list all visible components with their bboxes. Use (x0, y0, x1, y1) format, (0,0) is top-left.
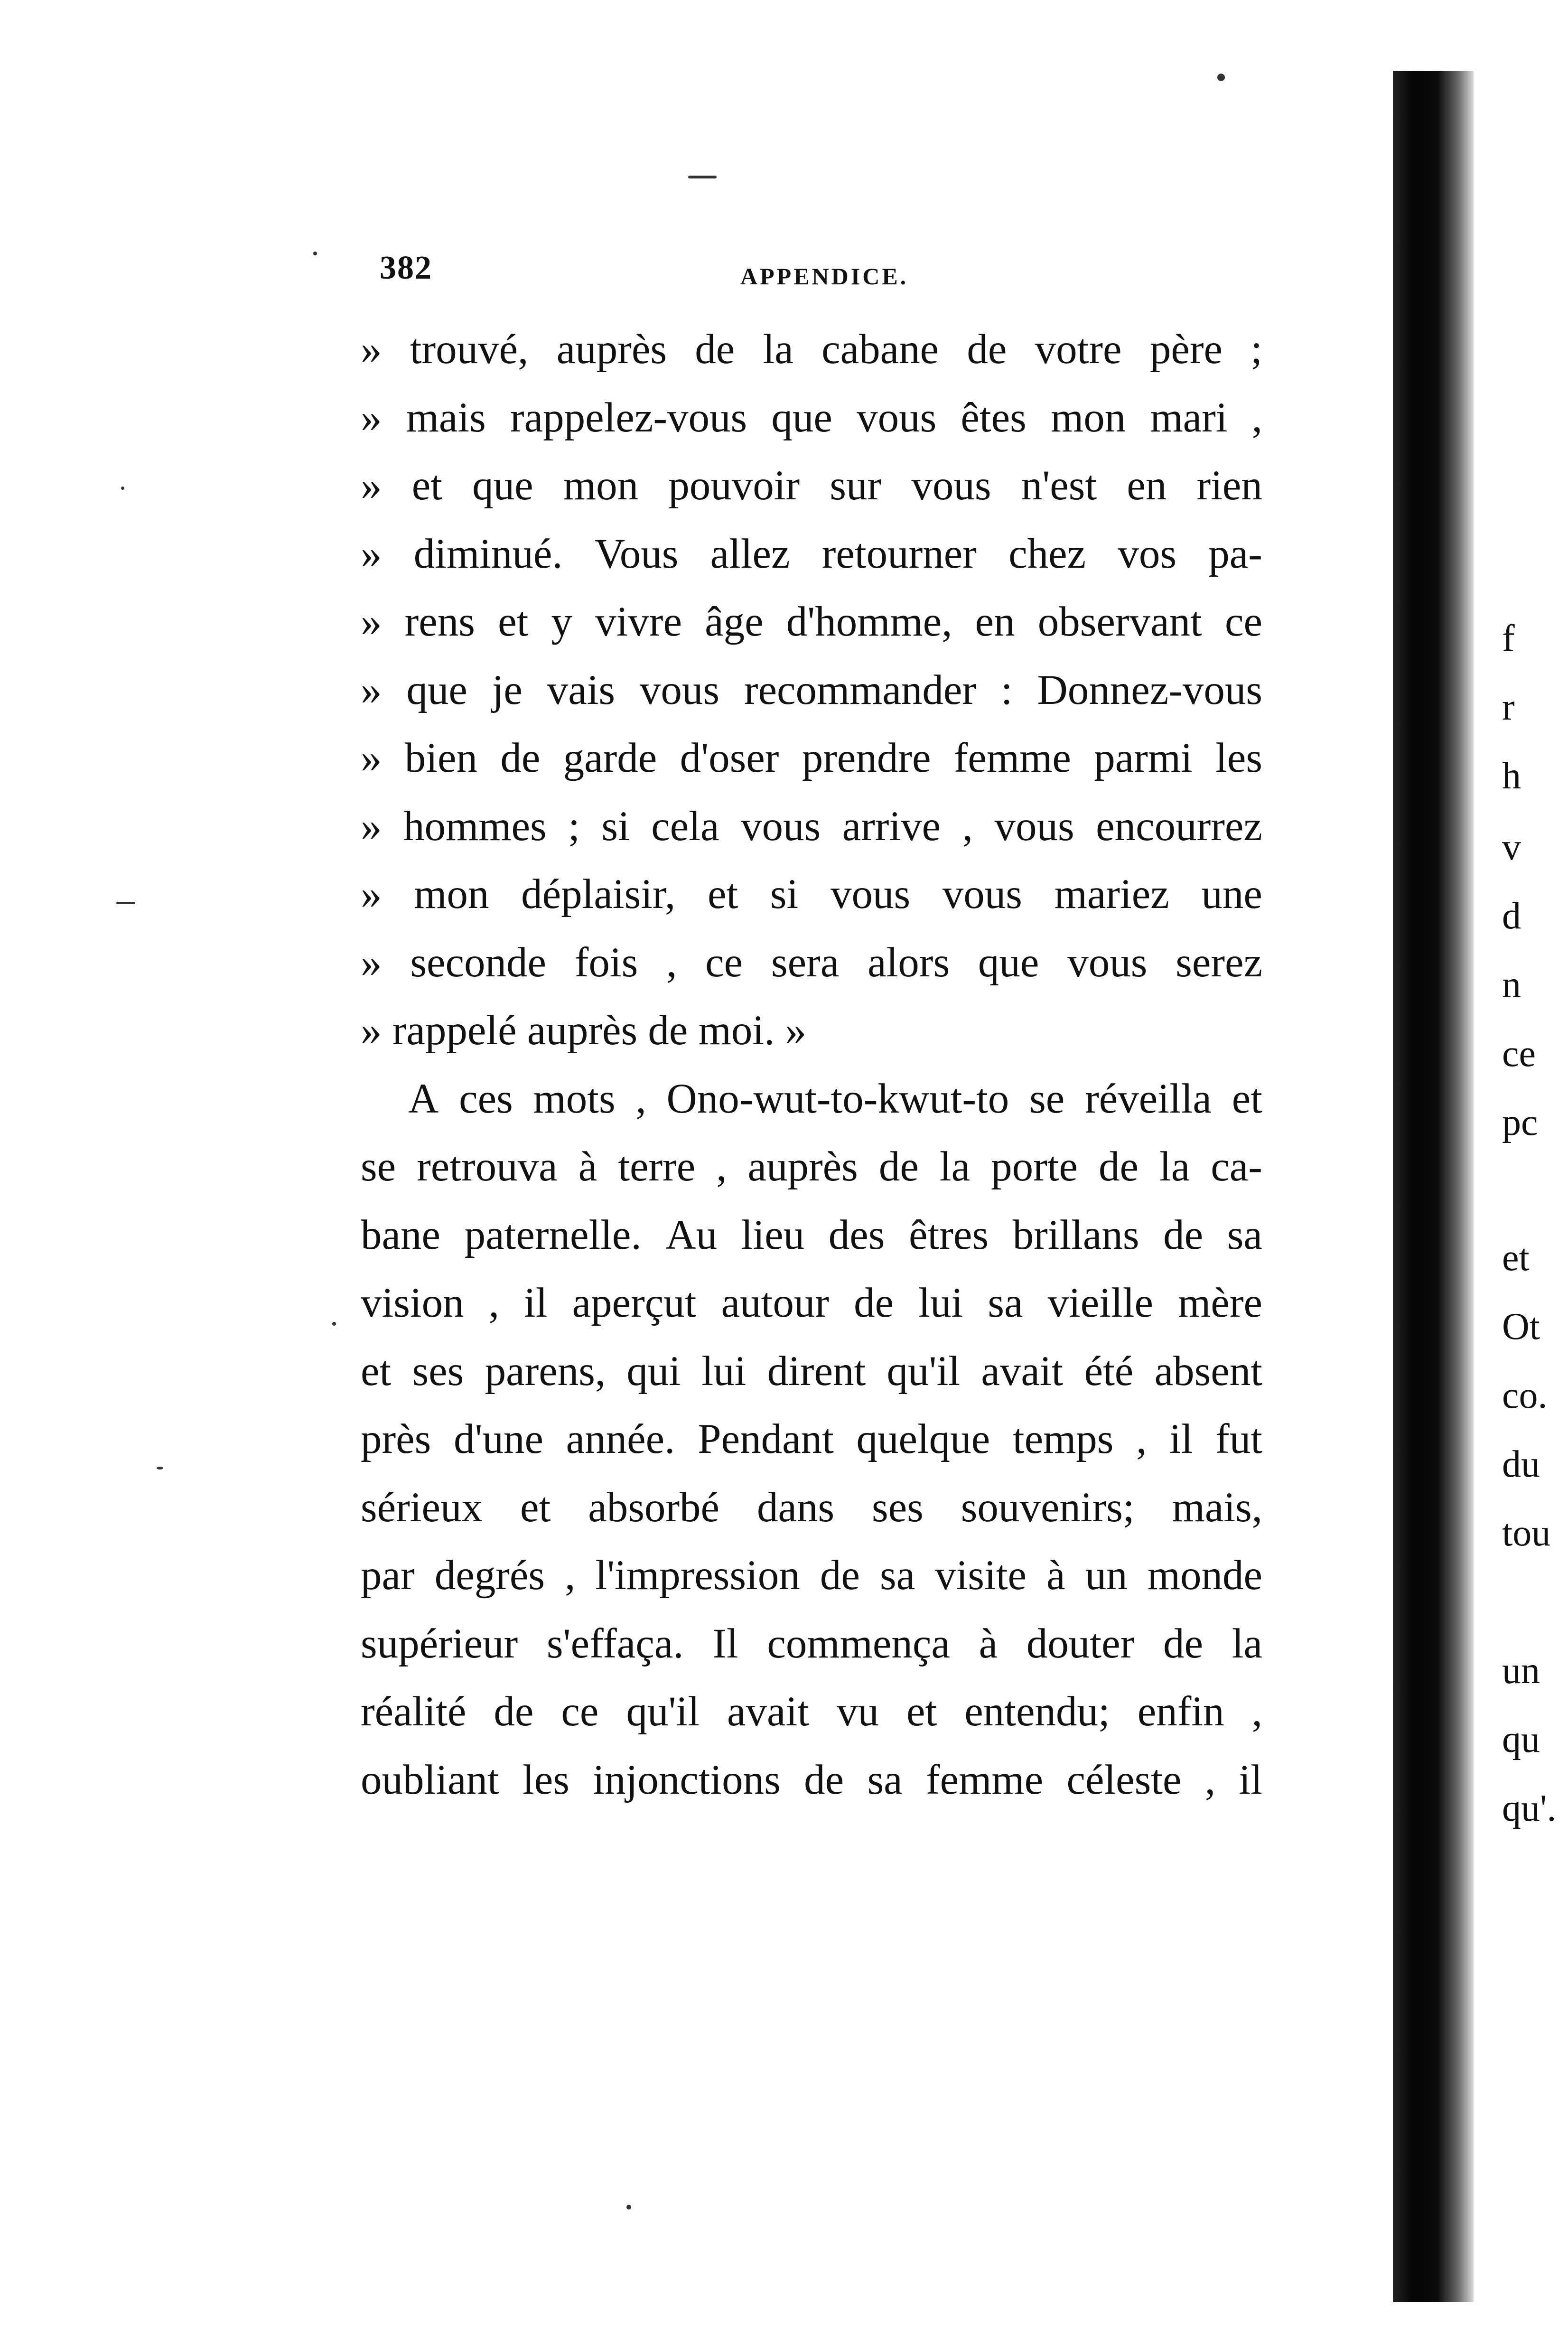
text-line: » et que mon pouvoir sur vous n'est en rien (361, 462, 1262, 509)
text-line: » que je vais vous recommander : Donnez-vous (361, 666, 1262, 713)
section-title: APPENDICE. (740, 263, 909, 290)
opposite-fragment: un (1502, 1650, 1540, 1692)
opposite-fragment: Ot (1502, 1306, 1540, 1348)
opposite-fragment: v (1502, 826, 1521, 868)
text-line: » mais rappelez-vous que vous êtes mon mari , (361, 394, 1262, 441)
opposite-fragment: tou (1502, 1512, 1551, 1554)
text-line: vision , il aperçut autour de lui sa vieille mère (361, 1280, 1262, 1326)
text-line: et ses parens, qui lui dirent qu'il avait été absent (361, 1348, 1262, 1395)
gutter-shadow (1393, 71, 1474, 2302)
scan-speck (688, 176, 717, 178)
page-number: 382 (380, 250, 432, 286)
text-line: » trouvé, auprès de la cabane de votre père ; (361, 326, 1262, 373)
scan-speck (157, 1467, 163, 1470)
text-line: se retrouva à terre , auprès de la porte de la ca- (361, 1143, 1262, 1190)
opposite-fragment: n (1502, 964, 1521, 1006)
text-line: près d'une année. Pendant quelque temps , il fut (361, 1416, 1262, 1462)
text-line: » seconde fois , ce sera alors que vous serez (361, 939, 1262, 986)
scan-speck (116, 902, 135, 904)
opposite-fragment: r (1502, 686, 1515, 728)
text-line: » hommes ; si cela vous arrive , vous encourrez (361, 803, 1262, 850)
scan-speck (626, 2205, 631, 2209)
paragraph-start-line: A ces mots , Ono-wut-to-kwut-to se réveilla et (408, 1075, 1262, 1122)
opposite-fragment: qu'. (1502, 1788, 1557, 1829)
text-line: par degrés , l'impression de sa visite à un monde (361, 1552, 1262, 1599)
body-text (361, 316, 1262, 1814)
text-line: oubliant les injonctions de sa femme céleste , il (361, 1756, 1262, 1803)
text-line: sérieux et absorbé dans ses souvenirs; mais, (361, 1484, 1262, 1531)
opposite-fragment: ce (1502, 1033, 1536, 1075)
text-line: » mon déplaisir, et si vous vous mariez une (361, 871, 1262, 917)
opposite-fragment: d (1502, 895, 1521, 937)
opposite-page-edge (1393, 71, 1568, 2302)
text-line: » bien de garde d'oser prendre femme parmi les (361, 735, 1262, 781)
text-line: supérieur s'effaça. Il commença à douter de la (361, 1620, 1262, 1667)
opposite-fragment: du (1502, 1443, 1540, 1485)
opposite-fragment: h (1502, 755, 1521, 797)
opposite-fragment: qu (1502, 1719, 1540, 1760)
scan-speck (1217, 74, 1225, 81)
scan-speck (313, 252, 317, 255)
text-line: bane paternelle. Au lieu des êtres brillans de sa (361, 1211, 1262, 1258)
scan-speck (332, 1322, 336, 1326)
opposite-fragment: f (1502, 618, 1515, 659)
text-line: » diminué. Vous allez retourner chez vos pa- (361, 530, 1262, 577)
scan-speck (121, 487, 124, 490)
opposite-fragment: et (1502, 1237, 1530, 1279)
text-line: réalité de ce qu'il avait vu et entendu; enfin , (361, 1688, 1262, 1735)
text-line: » rens et y vivre âge d'homme, en observant ce (361, 599, 1262, 645)
text-line: » rappelé auprès de moi. » (361, 1007, 807, 1054)
opposite-fragment: co. (1502, 1375, 1548, 1416)
opposite-fragment: pc (1502, 1102, 1538, 1143)
running-head (380, 249, 1310, 292)
